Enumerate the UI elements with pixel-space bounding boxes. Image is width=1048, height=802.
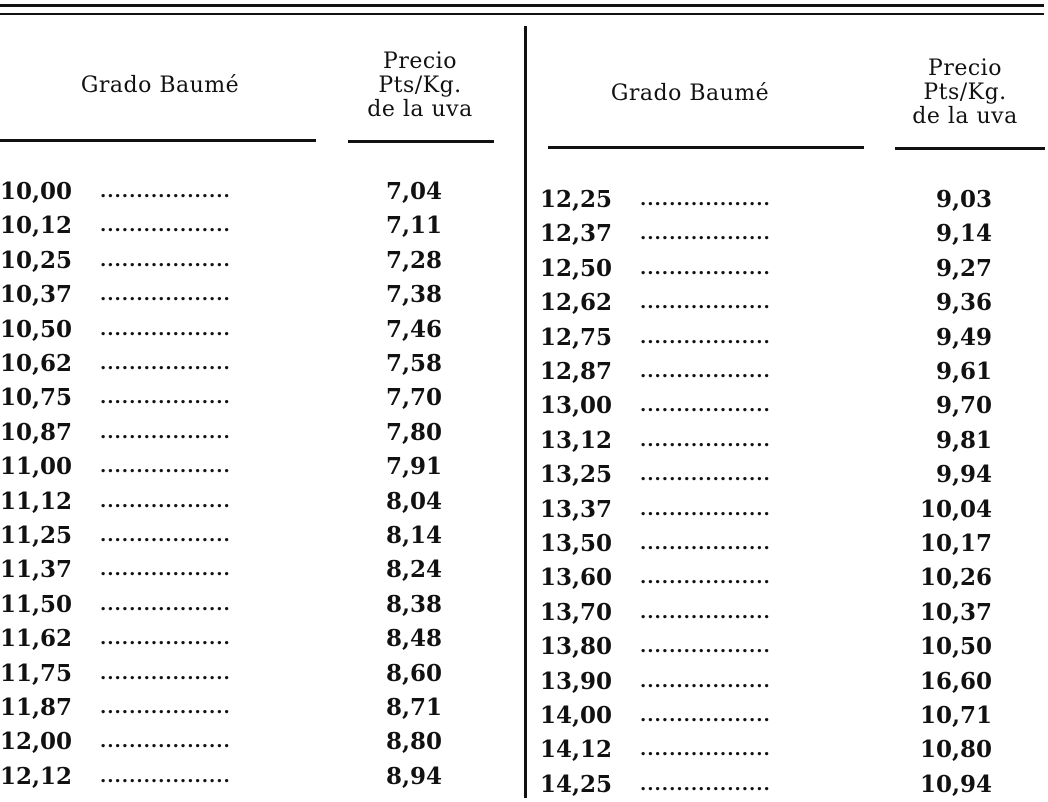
- precio-value: 10,71: [919, 702, 992, 729]
- column-separator: [524, 26, 527, 798]
- left-header-precio-line1: Precio: [383, 49, 457, 74]
- precio-value: 7,70: [385, 384, 442, 412]
- precio-value: 9,70: [935, 392, 992, 420]
- precio-value: 9,27: [935, 254, 992, 282]
- grado-value: 10,00: [0, 178, 73, 205]
- left-header-grado: Grado Baumé: [80, 73, 240, 98]
- grado-value: 13,25: [540, 461, 613, 489]
- dot-leader: ..................: [640, 395, 771, 417]
- left-table-row: [0, 278, 442, 312]
- dot-leader: ..................: [640, 361, 771, 382]
- left-table-row: [0, 313, 442, 347]
- right-header-rule-grado: [548, 146, 864, 149]
- dot-leader: ..................: [100, 318, 231, 340]
- precio-value: 9,49: [935, 323, 992, 351]
- right-table-row: [540, 630, 992, 664]
- grado-value: 14,25: [540, 770, 613, 798]
- precio-value: 9,14: [935, 220, 992, 248]
- dot-leader: ..................: [100, 456, 231, 478]
- right-table-row: [540, 355, 992, 389]
- precio-value: 10,17: [919, 530, 992, 557]
- precio-value: 10,26: [919, 564, 992, 592]
- precio-value: 7,28: [385, 246, 442, 274]
- left-table-row: [0, 588, 442, 622]
- dot-leader: ..................: [640, 773, 771, 795]
- right-table-row: [540, 389, 992, 423]
- dot-leader: ..................: [640, 429, 771, 451]
- right-table-row: [540, 458, 992, 492]
- grado-value: 14,00: [540, 702, 613, 729]
- precio-value: 7,58: [385, 350, 442, 377]
- precio-value: 7,38: [385, 281, 442, 309]
- grado-value: 12,50: [540, 254, 613, 282]
- left-table-row: [0, 691, 442, 725]
- precio-value: 9,94: [935, 461, 992, 489]
- dot-leader: ..................: [640, 189, 771, 210]
- grado-value: 11,12: [0, 487, 73, 515]
- dot-leader: ..................: [640, 670, 771, 692]
- grado-value: 13,60: [540, 564, 613, 592]
- precio-value: 8,48: [385, 625, 442, 653]
- dot-leader: ..................: [100, 284, 231, 306]
- left-table-row: [0, 519, 442, 553]
- dot-leader: ..................: [640, 636, 771, 658]
- precio-value: 8,80: [385, 728, 442, 756]
- dot-leader: ..................: [640, 739, 771, 761]
- right-table-row: [540, 252, 992, 286]
- precio-value: 7,46: [385, 315, 442, 343]
- dot-leader: ..................: [100, 181, 231, 202]
- right-table-row: [540, 733, 992, 767]
- right-table-row: [540, 665, 992, 699]
- right-table-row: [540, 217, 992, 251]
- grado-value: 12,75: [540, 323, 613, 351]
- grado-value: 12,25: [540, 186, 613, 213]
- left-table-row: [0, 244, 442, 278]
- grado-value: 10,25: [0, 246, 73, 274]
- grado-value: 11,25: [0, 522, 73, 549]
- right-header-precio-line2: Pts/Kg.: [923, 80, 1007, 105]
- dot-leader: ..................: [100, 559, 231, 581]
- left-table-row: [0, 381, 442, 415]
- left-header-precio-line2: Pts/Kg.: [378, 73, 462, 98]
- dot-leader: ..................: [100, 421, 231, 443]
- dot-leader: ..................: [100, 353, 231, 374]
- right-table-row: [540, 527, 992, 561]
- top-double-rule-lower: [0, 13, 1044, 15]
- grado-value: 10,75: [0, 384, 73, 412]
- dot-leader: ..................: [640, 292, 771, 314]
- grado-value: 13,12: [540, 426, 613, 454]
- grado-value: 11,50: [0, 590, 73, 618]
- grado-value: 11,75: [0, 659, 73, 687]
- right-table-row: [540, 424, 992, 458]
- right-table-row: [540, 321, 992, 355]
- dot-leader: ..................: [640, 601, 771, 623]
- dot-leader: ..................: [100, 387, 231, 409]
- left-header-rule-precio: [348, 140, 494, 143]
- dot-leader: ..................: [100, 593, 231, 615]
- left-header-precio-line3: de la uva: [367, 97, 473, 122]
- precio-value: 7,91: [385, 453, 442, 481]
- grado-value: 12,62: [540, 289, 613, 317]
- dot-leader: ..................: [640, 223, 771, 245]
- dot-leader: ..................: [640, 257, 771, 279]
- dot-leader: ..................: [100, 490, 231, 512]
- dot-leader: ..................: [640, 498, 771, 520]
- dot-leader: ..................: [640, 464, 771, 486]
- left-table-row: [0, 657, 442, 691]
- right-table-row: [540, 183, 992, 217]
- right-header-precio: [885, 57, 1045, 129]
- left-header-precio: [340, 50, 500, 122]
- grado-value: 11,62: [0, 625, 73, 653]
- precio-value: 9,61: [935, 358, 992, 385]
- precio-value: 8,94: [385, 762, 442, 790]
- right-table-row: [540, 561, 992, 595]
- dot-leader: ..................: [100, 525, 231, 546]
- dot-leader: ..................: [640, 533, 771, 554]
- grado-value: 12,37: [540, 220, 613, 248]
- precio-value: 8,24: [385, 556, 442, 584]
- right-header-precio-line1: Precio: [928, 56, 1002, 81]
- grado-value: 12,12: [0, 762, 73, 790]
- dot-leader: ..................: [100, 628, 231, 650]
- grado-value: 13,37: [540, 495, 613, 523]
- grado-value: 13,80: [540, 633, 613, 661]
- dot-leader: ..................: [640, 705, 771, 726]
- right-table-row: [540, 286, 992, 320]
- precio-value: 7,80: [385, 418, 442, 446]
- precio-value: 8,14: [385, 522, 442, 549]
- precio-value: 9,81: [935, 426, 992, 454]
- dot-leader: ..................: [100, 731, 231, 753]
- right-header-grado: Grado Baumé: [610, 81, 770, 106]
- right-header-precio-line3: de la uva: [912, 104, 1018, 129]
- precio-value: 7,04: [385, 178, 442, 205]
- precio-value: 10,80: [919, 736, 992, 764]
- grado-value: 14,12: [540, 736, 613, 764]
- grado-value: 11,37: [0, 556, 73, 584]
- right-table-row: [540, 493, 992, 527]
- precio-value: 10,04: [919, 495, 992, 523]
- left-header-rule-grado: [0, 139, 316, 142]
- left-table-row: [0, 416, 442, 450]
- dot-leader: ..................: [640, 326, 771, 348]
- grado-value: 13,90: [540, 667, 613, 695]
- grado-value: 12,00: [0, 728, 73, 756]
- precio-value: 10,50: [919, 633, 992, 661]
- dot-leader: ..................: [100, 765, 231, 787]
- left-table-row: [0, 209, 442, 243]
- precio-value: 10,37: [919, 598, 992, 626]
- grado-value: 11,87: [0, 694, 73, 721]
- precio-value: 9,36: [935, 289, 992, 317]
- right-table-row: [540, 596, 992, 630]
- dot-leader: ..................: [100, 249, 231, 271]
- grado-value: 10,12: [0, 212, 73, 240]
- top-double-rule-upper: [0, 4, 1044, 7]
- left-table-row: [0, 725, 442, 759]
- grado-value: 10,87: [0, 418, 73, 446]
- left-table-row: [0, 622, 442, 656]
- dot-leader: ..................: [100, 215, 231, 237]
- dot-leader: ..................: [640, 567, 771, 589]
- left-table-row: [0, 760, 442, 794]
- grado-value: 10,37: [0, 281, 73, 309]
- precio-value: 16,60: [919, 667, 992, 695]
- grado-value: 13,00: [540, 392, 613, 420]
- precio-value: 8,38: [385, 590, 442, 618]
- left-table-row: [0, 553, 442, 587]
- precio-value: 8,71: [385, 694, 442, 721]
- precio-value: 8,04: [385, 487, 442, 515]
- grado-value: 13,50: [540, 530, 613, 557]
- grado-value: 10,50: [0, 315, 73, 343]
- right-table-row: [540, 699, 992, 733]
- precio-value: 9,03: [935, 186, 992, 213]
- grado-value: 11,00: [0, 453, 73, 481]
- precio-value: 10,94: [919, 770, 992, 798]
- dot-leader: ..................: [100, 697, 231, 718]
- left-table-row: [0, 175, 442, 209]
- grado-value: 13,70: [540, 598, 613, 626]
- grado-value: 10,62: [0, 350, 73, 377]
- right-header-rule-precio: [895, 147, 1045, 150]
- right-table-row: [540, 768, 992, 802]
- left-table-row: [0, 347, 442, 381]
- precio-value: 7,11: [385, 212, 442, 240]
- dot-leader: ..................: [100, 662, 231, 684]
- precio-value: 8,60: [385, 659, 442, 687]
- left-table-row: [0, 450, 442, 484]
- grado-value: 12,87: [540, 358, 613, 385]
- left-table-row: [0, 485, 442, 519]
